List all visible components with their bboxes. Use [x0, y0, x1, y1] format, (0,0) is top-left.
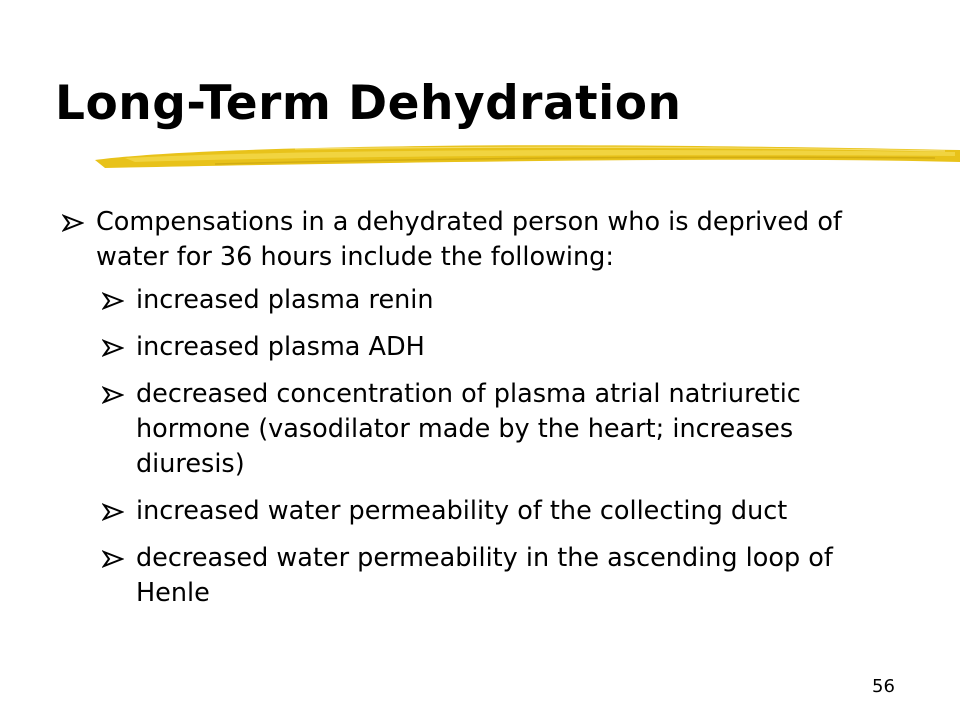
arrowhead-bullet-icon	[62, 205, 90, 240]
bullet-text: decreased water permeability in the ascending loop of Henle	[136, 543, 833, 608]
bullet-list	[62, 205, 902, 623]
arrowhead-bullet-icon	[102, 541, 130, 576]
list-item	[62, 205, 902, 275]
list-item	[102, 541, 902, 611]
list-item	[102, 494, 902, 529]
list-item	[102, 377, 902, 482]
bullet-text: Compensations in a dehydrated person who is deprived of water for 36 hours include the following:	[96, 207, 842, 272]
bullet-text: decreased concentration of plasma atrial natriuretic hormone (vasodilator made by the heart; increases diuresis)	[136, 379, 801, 479]
title-underline-brushstroke	[95, 138, 960, 178]
bullet-text: increased water permeability of the collecting duct	[136, 496, 788, 526]
arrowhead-bullet-icon	[102, 283, 130, 318]
slide-title: Long-Term Dehydration	[55, 76, 682, 131]
list-item	[102, 330, 902, 365]
arrowhead-bullet-icon	[102, 494, 130, 529]
bullet-text: increased plasma renin	[136, 285, 434, 315]
arrowhead-bullet-icon	[102, 377, 130, 412]
arrowhead-bullet-icon	[102, 330, 130, 365]
page-number: 56	[872, 676, 895, 697]
bullet-text: increased plasma ADH	[136, 332, 425, 362]
list-item	[102, 283, 902, 318]
